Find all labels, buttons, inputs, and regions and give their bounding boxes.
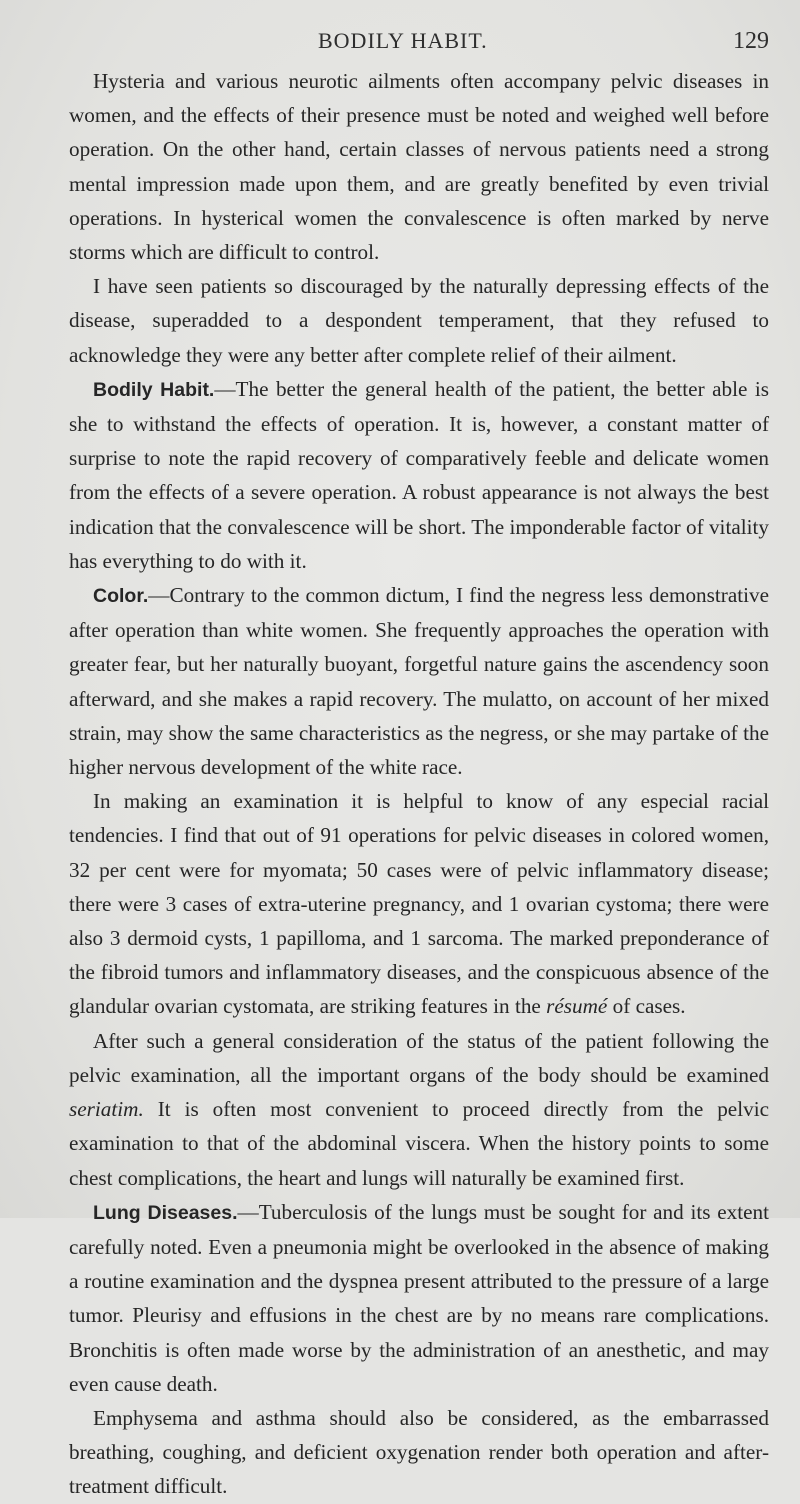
section-heading-bodily-habit: Bodily Habit.	[93, 378, 215, 401]
paragraph-text-end: It is often most convenient to proceed directly from the pelvic examination to that of the abdominal viscera. When the history points to some chest complications, the heart and lungs will naturally be examined first.	[69, 1097, 769, 1190]
paragraph-racial-tendencies	[69, 784, 769, 1023]
running-head-title: BODILY HABIT.	[318, 28, 488, 53]
paragraph-bodily-habit	[69, 372, 769, 578]
paragraph-text: In making an examination it is helpful to know of any especial racial tendencies. I find that out of 91 operations for pelvic diseases in colored women, 32 per cent were for myomata; 50 cases were of pelvic inflammatory disease; there were 3 cases of extra-uterine pregnancy, and 1 ovarian cystoma; there were also 3 dermoid cysts, 1 papilloma, and 1 sarcoma. The marked preponderance of the fibroid tumors and inflammatory diseases, and the conspicuous absence of the glandular ovarian cystomata, are striking features in the	[69, 789, 769, 1019]
italic-term: seriatim.	[69, 1097, 144, 1122]
body-text	[69, 64, 769, 1504]
paragraph-text: Emphysema and asthma should also be considered, as the embarrassed breathing, coughing, and deficient oxygenation render both operation and after-treatment difficult.	[69, 1405, 769, 1499]
paragraph-text: —Contrary to the common dictum, I find the negress less demonstrative after operation than white women. She frequently approaches the operation with greater fear, but her naturally buoyant, forgetful nature gains the ascendency soon afterward, and she makes a rapid recovery. The mulatto, on account of her mixed strain, may show the same characteristics as the negress, or she may partake of the higher nervous development of the white race.	[69, 583, 769, 780]
section-heading-lung-diseases: Lung Diseases.	[93, 1201, 238, 1224]
paragraph-text-end: of cases.	[607, 994, 686, 1019]
running-head	[0, 28, 800, 58]
paragraph-text: —Tuberculosis of the lungs must be sought for and its extent carefully noted. Even a pneumonia might be overlooked in the absence of making a routine examination and the dyspnea present attributed to the pressure of a large tumor. Pleurisy and effusions in the chest are by no means rare complications. Bronchitis is often made worse by the administration of an anesthetic, and may even cause death.	[69, 1199, 769, 1396]
paragraph-organ-examination	[69, 1024, 769, 1195]
paragraph-text: Hysteria and various neurotic ailments often accompany pelvic diseases in women, and the effects of their presence must be noted and weighed well before operation. On the other hand, certain classes of nervous patients need a strong mental impression made upon them, and are greatly benefited by even trivial operations. In hysterical women the convalescence is often marked by nerve storms which are difficult to control.	[69, 69, 769, 265]
paragraph-text: —The better the general health of the patient, the better able is she to withstand the effects of operation. It is, however, a constant matter of surprise to note the rapid recovery of comparatively feeble and delicate women from the effects of a severe operation. A robust appearance is not always the best indication that the convalescence will be short. The imponderable factor of vitality has everything to do with it.	[69, 376, 770, 573]
paragraph-text: I have seen patients so discouraged by the naturally depressing effects of the disease, superadded to a despondent temperament, that they refused to acknowledge they were any better after complete relief of their ailment.	[69, 274, 769, 367]
paragraph-color	[69, 578, 769, 784]
page-number: 129	[733, 28, 769, 54]
paragraph-discouraged-patients	[69, 269, 769, 372]
paragraph-text: After such a general consideration of the status of the patient following the pelvic examination, all the important organs of the body should be examined	[69, 1028, 769, 1087]
section-heading-color: Color.	[93, 585, 149, 608]
paragraph-hysteria	[69, 64, 769, 269]
paragraph-emphysema	[69, 1401, 769, 1504]
italic-term: résumé	[546, 994, 608, 1019]
paragraph-lung-diseases	[69, 1195, 769, 1401]
